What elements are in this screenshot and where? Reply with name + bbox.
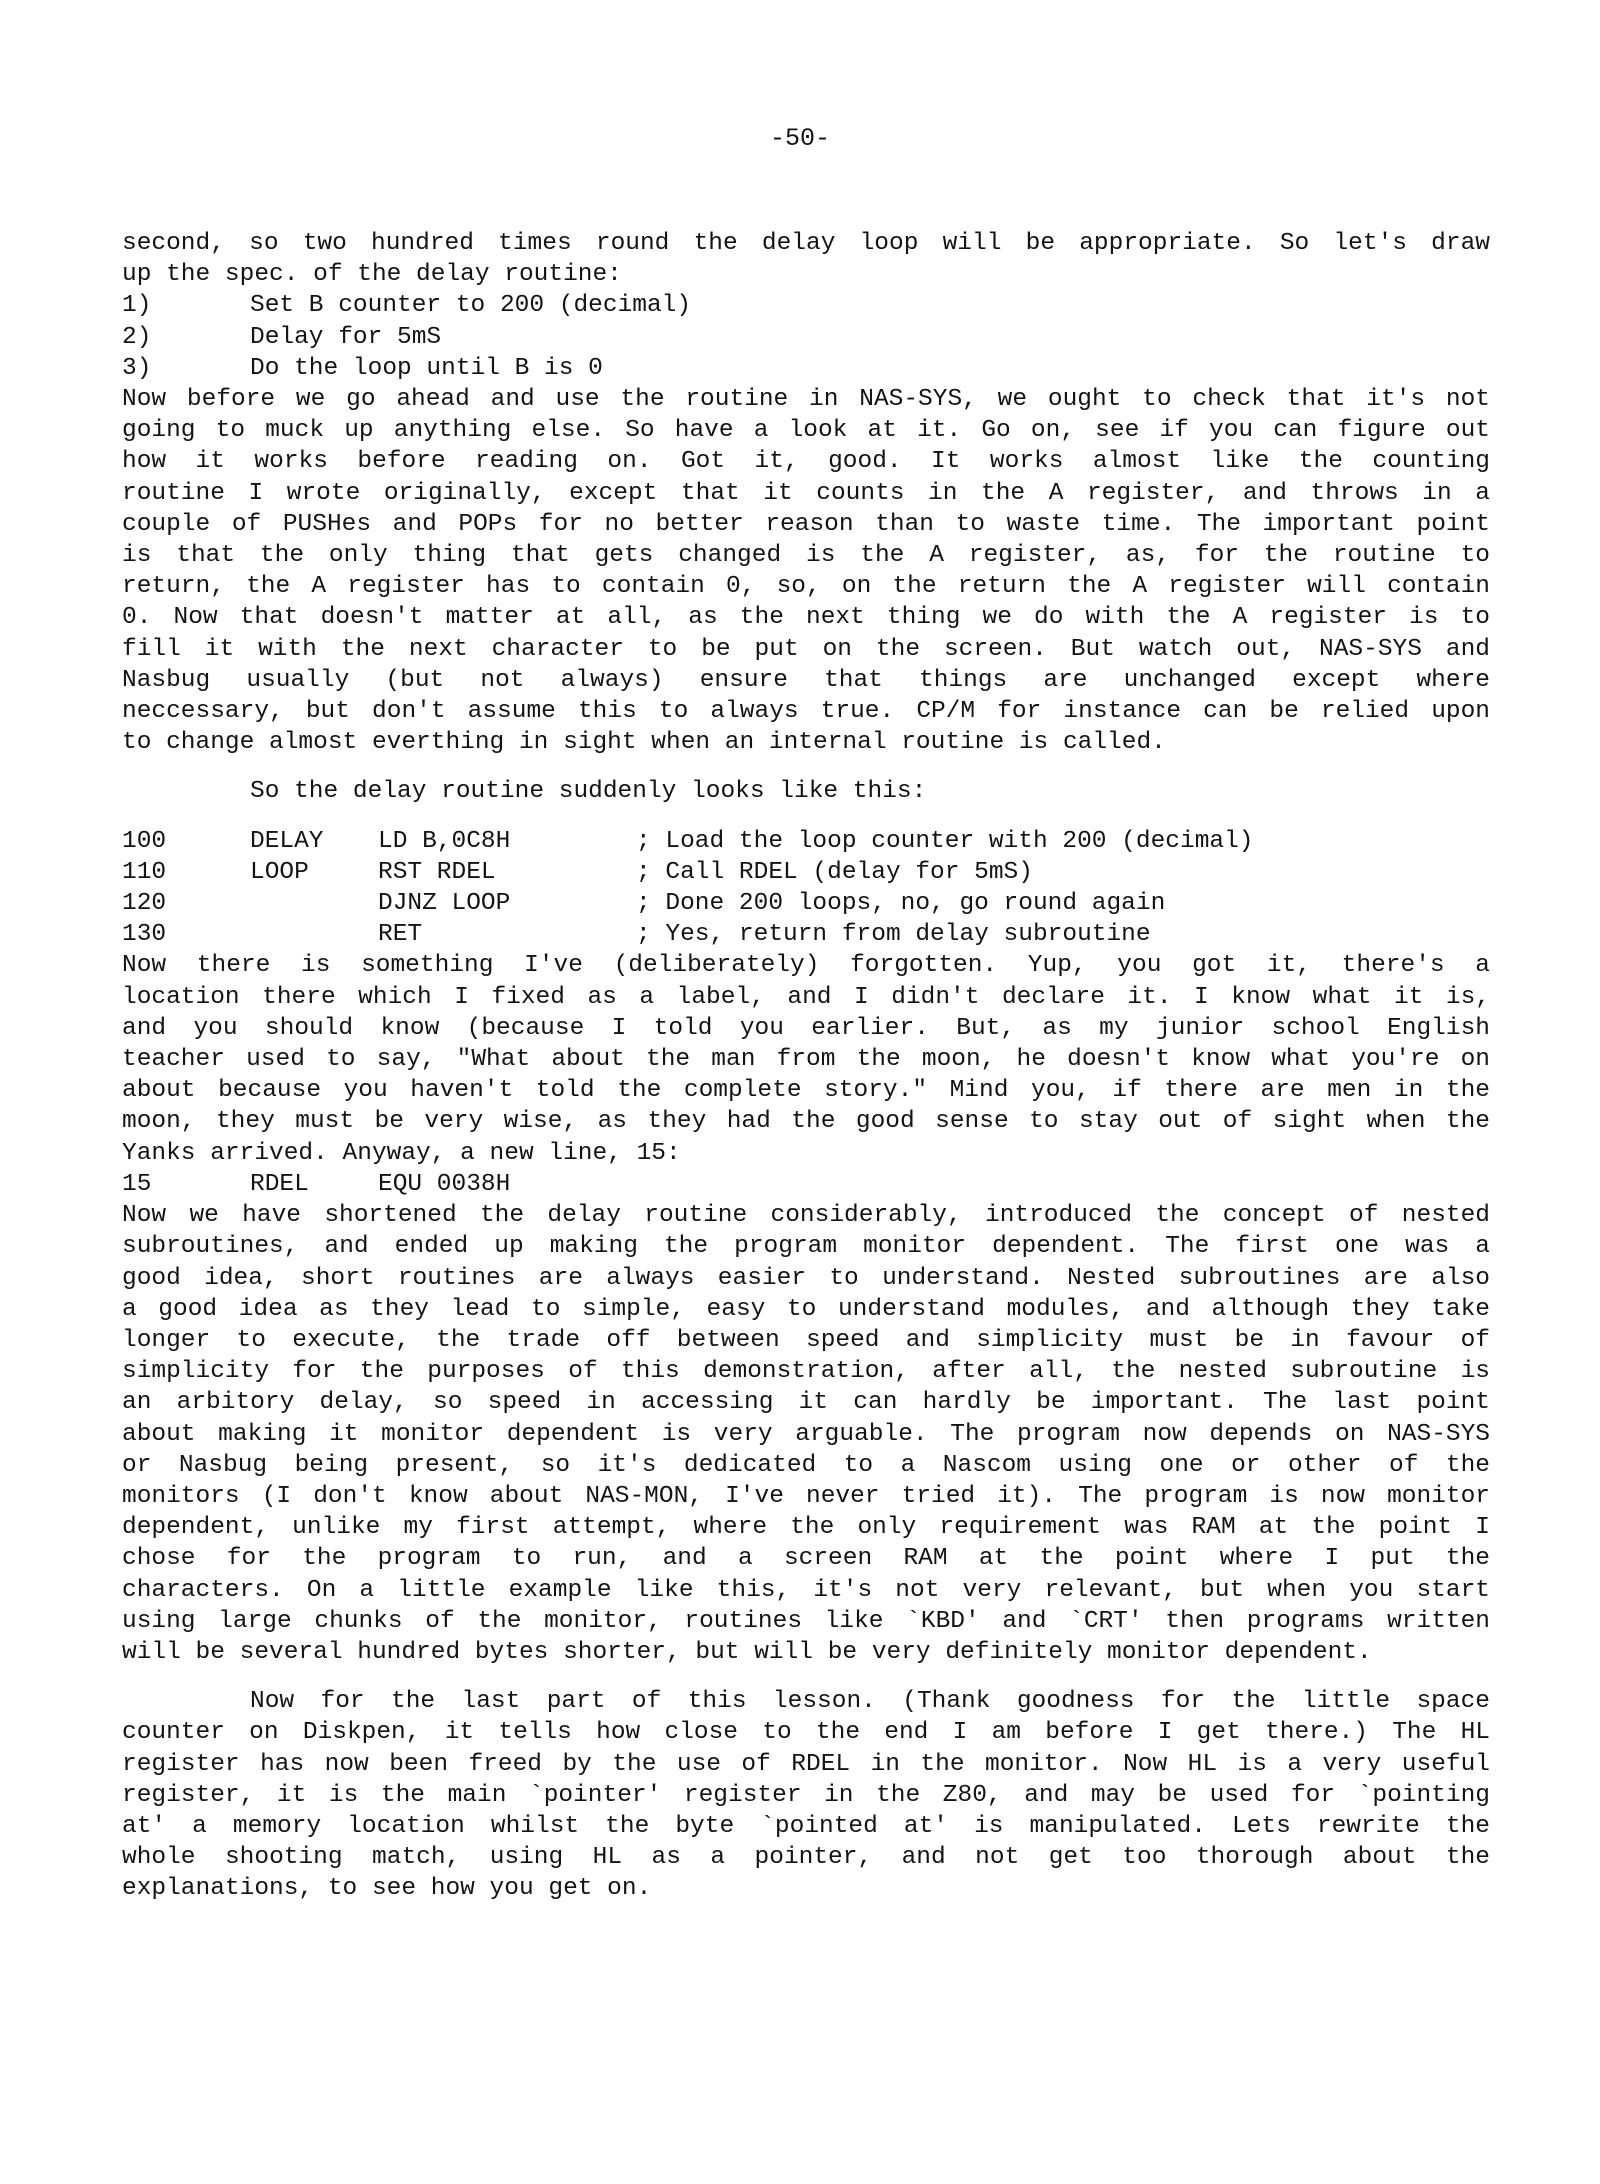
code-line: [122, 919, 1490, 950]
text-line: register, it is the main `pointer' register in the Z80, and may be used for `pointing: [122, 1781, 1490, 1809]
spec-step: [122, 290, 1490, 321]
text-line: Nasbug usually (but not always) ensure that things are unchanged except where: [122, 666, 1490, 694]
code-instruction: RST RDEL: [378, 858, 496, 886]
code-label: DELAY: [250, 827, 324, 855]
spec-list: [122, 290, 1490, 384]
step-number: 2): [122, 323, 152, 351]
text-line: return, the A register has to contain 0, so, on the return the A register will contain: [122, 573, 1490, 601]
code-comment: ; Call RDEL (delay for 5mS): [636, 858, 1033, 886]
text-line: routine I wrote originally, except that it counts in the A register, and throws in a: [122, 479, 1490, 507]
text-line: an arbitory delay, so speed in accessing it can hardly be important. The last point: [122, 1389, 1490, 1417]
step-number: 1): [122, 292, 152, 320]
code-instruction: DJNZ LOOP: [378, 890, 511, 918]
text-line: 0. Now that doesn't matter at all, as the next thing we do with the A register is to: [122, 604, 1490, 632]
text-line: register has now been freed by the use of RDEL in the monitor. Now HL is a very useful: [122, 1750, 1490, 1778]
text-line: longer to execute, the trade off between speed and simplicity must be in favour of: [122, 1326, 1490, 1354]
code-line: [122, 857, 1490, 888]
line-number: 100: [122, 827, 167, 855]
text-line: at' a memory location whilst the byte `pointed at' is manipulated. Lets rewrite the: [122, 1812, 1490, 1840]
text-line: simplicity for the purposes of this demonstration, after all, the nested subroutine is: [122, 1358, 1490, 1386]
code-line-15: [122, 1169, 1490, 1200]
text-line: to change almost everthing in sight when an internal routine is called.: [122, 729, 1166, 757]
spacer: [122, 1668, 1490, 1686]
text-line: using large chunks of the monitor, routines like `KBD' and `CRT' then programs written: [122, 1607, 1490, 1635]
document-body: [122, 228, 1490, 1905]
text-line: moon, they must be very wise, as they had the good sense to stay out of sight when the: [122, 1108, 1490, 1136]
text-line: going to muck up anything else. So have a look at it. Go on, see if you can figure out: [122, 417, 1490, 445]
text-line: good idea, short routines are always easier to understand. Nested subroutines are also: [122, 1264, 1490, 1292]
paragraph-4: [122, 950, 1490, 1168]
text-line: fill it with the next character to be put on the screen. But watch out, NAS-SYS and: [122, 635, 1490, 663]
line-number: 110: [122, 858, 167, 886]
step-text: Delay for 5mS: [250, 323, 442, 351]
text-line: Now for the last part of this lesson. (Thank goodness for the little space: [250, 1688, 1490, 1716]
code-line: [122, 888, 1490, 919]
paragraph-2: [122, 384, 1490, 758]
code-line: [122, 826, 1490, 857]
spec-step: [122, 353, 1490, 384]
paragraph-1: [122, 228, 1490, 290]
code-instruction: RET: [378, 921, 423, 949]
code-label: LOOP: [250, 858, 309, 886]
text-line: whole shooting match, using HL as a pointer, and not get too thorough about the: [122, 1844, 1490, 1872]
text-line: about because you haven't told the complete story." Mind you, if there are men in the: [122, 1077, 1490, 1105]
step-text: Set B counter to 200 (decimal): [250, 292, 692, 320]
paragraph-5: [122, 1200, 1490, 1668]
line-number: 120: [122, 890, 167, 918]
line-number: 130: [122, 921, 167, 949]
text-line: monitors (I don't know about NAS-MON, I've never tried it). The program is now monitor: [122, 1482, 1490, 1510]
code-label: RDEL: [250, 1170, 309, 1198]
spec-step: [122, 322, 1490, 353]
line-number: 15: [122, 1170, 152, 1198]
code-comment: ; Load the loop counter with 200 (decimal): [636, 827, 1254, 855]
code-instruction: LD B,0C8H: [378, 827, 511, 855]
step-number: 3): [122, 354, 152, 382]
step-text: Do the loop until B is 0: [250, 354, 603, 382]
code-label: [250, 919, 378, 950]
text-line: teacher used to say, "What about the man from the moon, he doesn't know what you're on: [122, 1046, 1490, 1074]
code-comment: ; Done 200 loops, no, go round again: [636, 890, 1166, 918]
text-line: or Nasbug being present, so it's dedicated to a Nascom using one or other of the: [122, 1451, 1490, 1479]
text-line: will be several hundred bytes shorter, but will be very definitely monitor dependent.: [122, 1638, 1372, 1666]
text-line: how it works before reading on. Got it, good. It works almost like the counting: [122, 448, 1490, 476]
text-line: up the spec. of the delay routine:: [122, 261, 622, 289]
text-line: neccessary, but don't assume this to always true. CP/M for instance can be relied upon: [122, 698, 1490, 726]
text-line: is that the only thing that gets changed is the A register, as, for the routine to: [122, 542, 1490, 570]
text-line: Now before we go ahead and use the routine in NAS-SYS, we ought to check that it's not: [122, 386, 1490, 414]
code-comment: ; Yes, return from delay subroutine: [636, 921, 1151, 949]
text-line: and you should know (because I told you earlier. But, as my junior school English: [122, 1014, 1490, 1042]
spacer: [122, 758, 1490, 776]
text-line: about making it monitor dependent is very arguable. The program now depends on NAS-SYS: [122, 1420, 1490, 1448]
text-line: Now we have shortened the delay routine considerably, introduced the concept of nested: [122, 1202, 1490, 1230]
paragraph-3: So the delay routine suddenly looks like this:: [250, 778, 927, 806]
text-line: location there which I fixed as a label, and I didn't declare it. I know what it is,: [122, 983, 1490, 1011]
text-line: chose for the program to run, and a screen RAM at the point where I put the: [122, 1545, 1490, 1573]
text-line: counter on Diskpen, it tells how close to the end I am before I get there.) The HL: [122, 1719, 1490, 1747]
code-label: [250, 888, 378, 919]
spacer: [122, 808, 1490, 826]
text-line: dependent, unlike my first attempt, where the only requirement was RAM at the point I: [122, 1514, 1490, 1542]
text-line: subroutines, and ended up making the program monitor dependent. The first one was a: [122, 1233, 1490, 1261]
code-instruction: EQU 0038H: [378, 1170, 511, 1198]
text-line: Now there is something I've (deliberately) forgotten. Yup, you got it, there's a: [122, 952, 1490, 980]
text-line: characters. On a little example like this, it's not very relevant, but when you start: [122, 1576, 1490, 1604]
text-line: second, so two hundred times round the delay loop will be appropriate. So let's draw: [122, 230, 1490, 257]
text-line: couple of PUSHes and POPs for no better reason than to waste time. The important point: [122, 510, 1490, 538]
text-line: explanations, to see how you get on.: [122, 1875, 652, 1903]
page-number: -50-: [769, 124, 830, 153]
paragraph-6: [122, 1686, 1490, 1904]
text-line: Yanks arrived. Anyway, a new line, 15:: [122, 1139, 681, 1167]
code-listing: [122, 826, 1490, 951]
text-line: a good idea as they lead to simple, easy to understand modules, and although they take: [122, 1295, 1490, 1323]
